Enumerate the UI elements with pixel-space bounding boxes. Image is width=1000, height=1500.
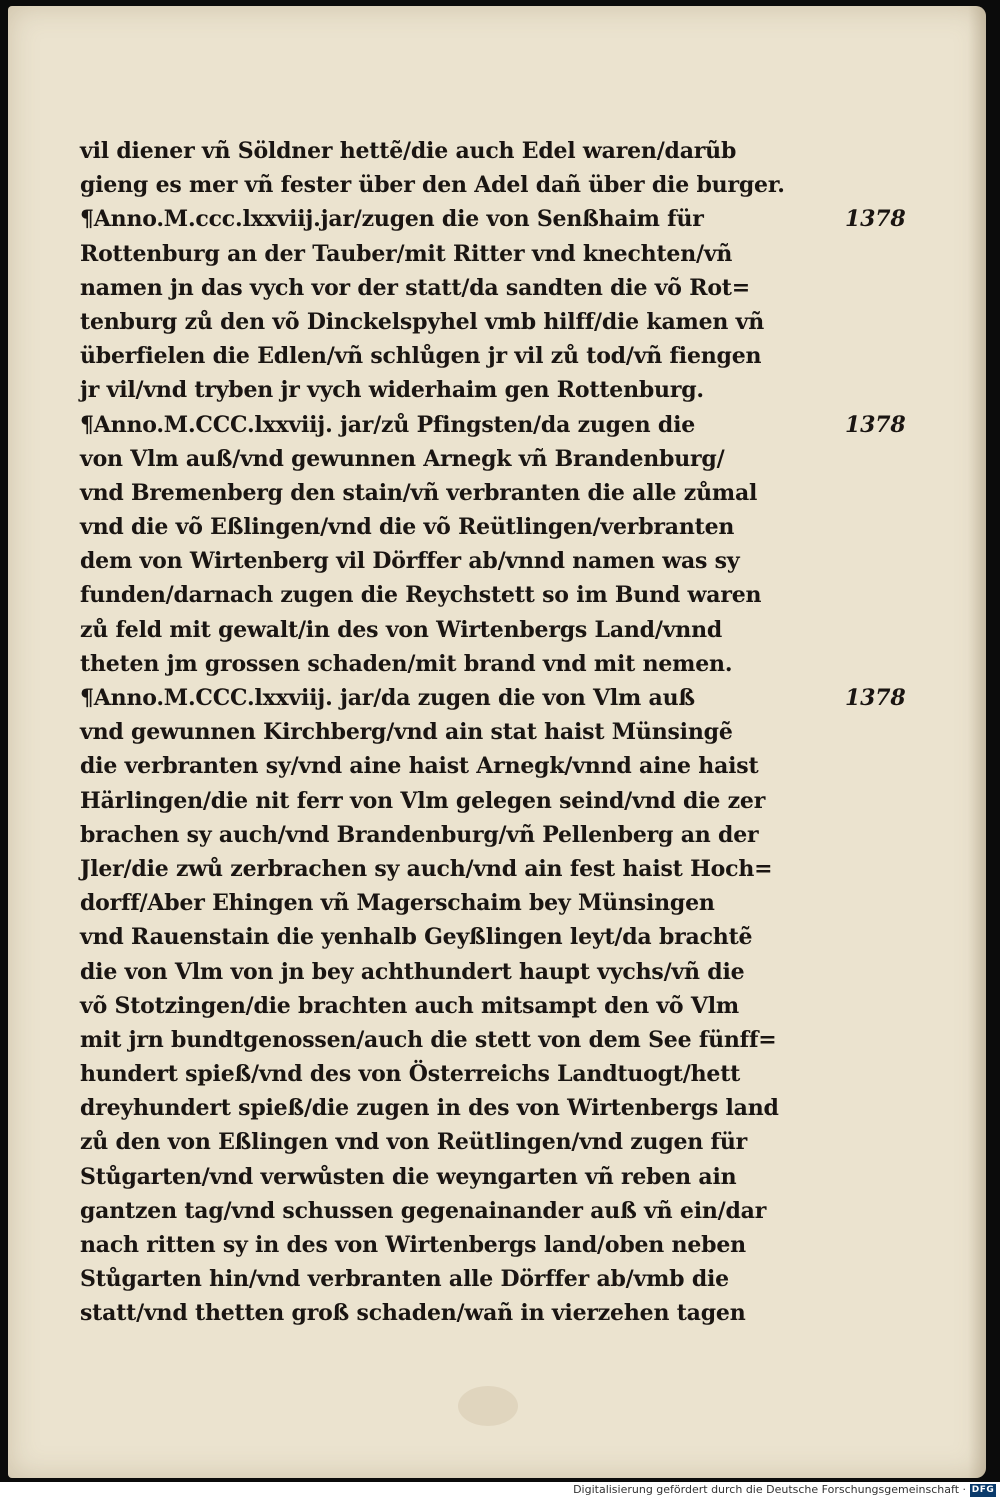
- line-text: gantzen tag/vnd schussen gegenainander auß vñ ein/dar: [80, 1197, 767, 1224]
- line-text: ¶Anno.M.ccc.lxxviij.jar/zugen die von Senßhaim für: [80, 206, 704, 233]
- text-line: [80, 202, 906, 236]
- text-line: [80, 749, 840, 783]
- text-line: [80, 681, 906, 715]
- line-text: gieng es mer vñ fester über den Adel dañ über die burger.: [80, 172, 785, 199]
- line-text: mit jrn bundtgenossen/auch die stett von dem See fünff=: [80, 1026, 777, 1053]
- text-line: [80, 818, 840, 852]
- line-text: die verbranten sy/vnd aine haist Arnegk/vnnd aine haist: [80, 753, 759, 780]
- line-text: jr vil/vnd tryben jr vych widerhaim gen Rottenburg.: [80, 377, 704, 404]
- line-text: ¶Anno.M.CCC.lxxviij. jar/da zugen die von Vlm auß: [80, 685, 695, 711]
- line-text: dreyhundert spieß/die zugen in des von Wirtenbergs land: [80, 1095, 779, 1122]
- text-line: [80, 168, 840, 202]
- line-text: funden/darnach zugen die Reychstett so im Bund waren: [80, 582, 762, 609]
- line-text: namen jn das vych vor der statt/da sandten die võ Rot=: [80, 274, 750, 301]
- text-line: [80, 715, 840, 749]
- line-text: vnd Rauenstain die yenhalb Geyßlingen leyt/da brachtẽ: [80, 924, 753, 951]
- line-text: Härlingen/die nit ferr von Vlm gelegen seind/vnd die zer: [80, 787, 766, 814]
- line-text: vnd gewunnen Kirchberg/vnd ain stat haist Münsingẽ: [80, 719, 733, 746]
- footer-bar: [0, 1482, 1000, 1500]
- footer-credit: Digitalisierung gefördert durch die Deutsche Forschungsgemeinschaft ·: [573, 1483, 966, 1496]
- line-text: ¶Anno.M.CCC.lxxviij. jar/zů Pfingsten/da zugen die: [80, 411, 696, 438]
- page-edge-shadow: [968, 6, 986, 1478]
- line-text: dorff/Aber Ehingen vñ Magerschaim bey Münsingen: [80, 890, 715, 917]
- line-text: Stůgarten hin/vnd verbranten alle Dörffer ab/vmb die: [80, 1266, 729, 1293]
- text-line: [80, 1296, 840, 1330]
- text-line: [80, 1194, 840, 1228]
- text-line: [80, 373, 840, 407]
- margin-year: 1378: [845, 685, 906, 711]
- text-line: [80, 271, 840, 305]
- line-text: von Vlm auß/vnd gewunnen Arnegk vñ Brandenburg/: [80, 445, 725, 472]
- line-text: vnd die võ Eßlingen/vnd die võ Reütlingen/verbranten: [80, 514, 735, 541]
- text-line: [80, 544, 840, 578]
- text-line: [80, 1091, 840, 1125]
- dfg-logo: DFG: [971, 1485, 995, 1495]
- text-line: [80, 237, 840, 271]
- text-line: [80, 408, 906, 442]
- line-text: überfielen die Edlen/vñ schlůgen jr vil zů tod/vñ fiengen: [80, 343, 762, 370]
- line-text: Stůgarten/vnd verwůsten die weyngarten vñ reben ain: [80, 1163, 737, 1190]
- line-text: nach ritten sy in des von Wirtenbergs land/oben neben: [80, 1232, 746, 1258]
- text-line: [80, 134, 840, 168]
- line-text: die von Vlm von jn bey achthundert haupt vychs/vñ die: [80, 958, 745, 985]
- text-line: [80, 647, 840, 681]
- text-line: [80, 1057, 840, 1091]
- line-text: Rottenburg an der Tauber/mit Ritter vnd knechten/vñ: [80, 240, 733, 267]
- book-page: [8, 6, 986, 1478]
- text-line: [80, 305, 840, 339]
- text-line: [80, 989, 840, 1023]
- text-line: [80, 510, 840, 544]
- text-line: [80, 613, 840, 647]
- text-line: [80, 442, 840, 476]
- text-line: [80, 920, 840, 954]
- line-text: brachen sy auch/vnd Brandenburg/vñ Pellenberg an der: [80, 821, 759, 848]
- line-text: theten jm grossen schaden/mit brand vnd mit nemen.: [80, 650, 733, 677]
- margin-year: 1378: [845, 411, 906, 438]
- text-line: [80, 955, 840, 989]
- margin-year: 1378: [845, 206, 906, 233]
- text-line: [80, 886, 840, 920]
- text-line: [80, 339, 840, 373]
- text-line: [80, 1023, 840, 1057]
- line-text: zů feld mit gewalt/in des von Wirtenbergs Land/vnnd: [80, 616, 723, 643]
- line-text: vil diener vñ Söldner hettẽ/die auch Edel waren/darũb: [80, 138, 737, 164]
- text-line: [80, 578, 840, 612]
- line-text: hundert spieß/vnd des von Österreichs Landtuogt/hett: [80, 1061, 741, 1088]
- paper-stain: [458, 1386, 518, 1426]
- text-line: [80, 1262, 840, 1296]
- text-line: [80, 1228, 840, 1262]
- text-block: [80, 134, 906, 1331]
- text-line: [80, 476, 840, 510]
- line-text: vnd Bremenberg den stain/vñ verbranten die alle zůmal: [80, 479, 758, 506]
- line-text: tenburg zů den võ Dinckelspyhel vmb hilff/die kamen vñ: [80, 308, 765, 335]
- line-text: statt/vnd thetten groß schaden/wañ in vierzehen tagen: [80, 1300, 746, 1327]
- line-text: Jler/die zwů zerbrachen sy auch/vnd ain fest haist Hoch=: [80, 855, 773, 882]
- line-text: võ Stotzingen/die brachten auch mitsampt den võ Vlm: [80, 992, 739, 1019]
- line-text: zů den von Eßlingen vnd von Reütlingen/vnd zugen für: [80, 1129, 748, 1156]
- text-line: [80, 1125, 840, 1159]
- text-line: [80, 852, 840, 886]
- text-line: [80, 784, 840, 818]
- text-line: [80, 1160, 840, 1194]
- line-text: dem von Wirtenberg vil Dörffer ab/vnnd namen was sy: [80, 548, 740, 575]
